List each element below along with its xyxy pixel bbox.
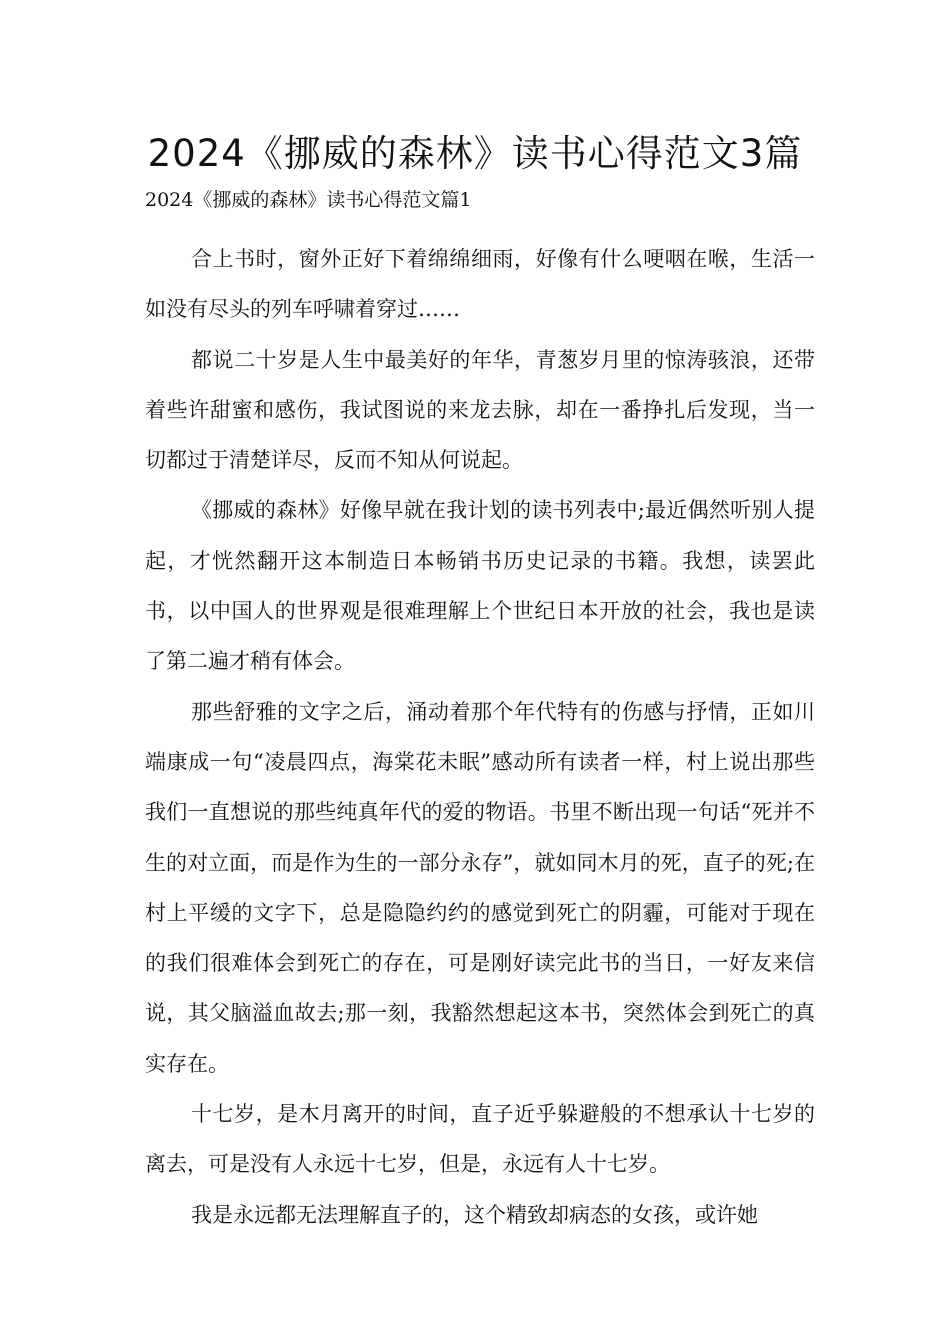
paragraph: 合上书时，窗外正好下着绵绵细雨，好像有什么哽咽在喉，生活一如没有尽头的列车呼啸着穿过…… [145,247,815,322]
paragraph: 十七岁，是木月离开的时间，直子近乎躲避般的不想承认十七岁的离去，可是没有人永远十七岁，但是，永远有人十七岁。 [145,1102,815,1177]
document-title: 2024《挪威的森林》读书心得范文3篇 [147,132,803,175]
paragraph: 都说二十岁是人生中最美好的年华，青葱岁月里的惊涛骇浪，还带着些许甜蜜和感伤，我试图说的来龙去脉，却在一番挣扎后发现，当一切都过于清楚详尽，反而不知从何说起。 [145,347,815,473]
document-body [145,234,815,1240]
paragraph: 《挪威的森林》好像早就在我计划的读书列表中;最近偶然听别人提起，才恍然翻开这本制造日本畅销书历史记录的书籍。我想，读罢此书，以中国人的世界观是很难理解上个世纪日本开放的社会，我也是读了第二遍才稍有体会。 [145,498,815,674]
paragraph: 我是永远都无法理解直子的，这个精致却病态的女孩，或许她 [191,1202,758,1227]
section-heading: 2024《挪威的森林》读书心得范文篇1 [145,189,472,211]
paragraph: 那些舒雅的文字之后，涌动着那个年代特有的伤感与抒情，正如川端康成一句“凌晨四点，海棠花未眠”感动所有读者一样，村上说出那些我们一直想说的那些纯真年代的爱的物语。书里不断出现一句话“死并不生的对立面，而是作为生的一部分永存”，就如同木月的死，直子的死;在村上平缓的文字下，总是隐隐约约的感觉到死亡的阴霾，可能对于现在的我们很难体会到死亡的存在，可是刚好读完此书的当日，一好友来信说，其父脑溢血故去;那一刻，我豁然想起这本书，突然体会到死亡的真实存在。 [145,699,815,1076]
